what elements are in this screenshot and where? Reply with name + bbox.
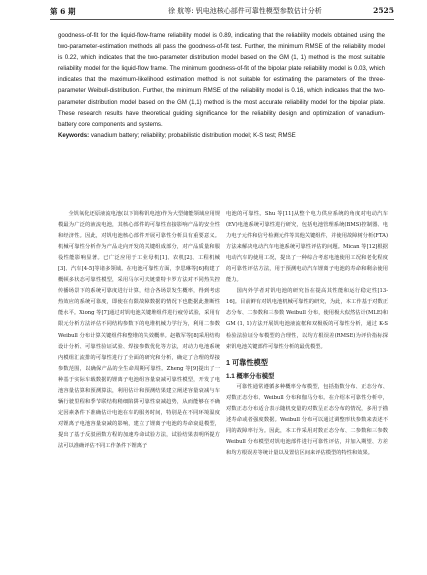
- body-paragraph-3: 可靠性通常遵循多种概率分布模型，包括指数分布、正态分布、对数正态分布、Weibull 分布和伽马分布。在介绍本可靠性分析中，对数正态分布适合表示随机变量的对数呈正态分布的情况，多用于描述寿命或者强度数据。Weibull 分布可以通过调整形状参数来表述不同的故障率行为。因此，本工作采用对数正态分布、二参数和三参数 Weibull 分布模型对钒电池部件进行可靠性评估，并加入期望、方差和均方根误差等统计量以及置信区间来评估模型的特性和效果。: [226, 383, 388, 456]
- body-paragraph-2: 国内外学者对钒电池的研究旨在提高其性能和运行稳定性[13-16]。目前鲜有对钒电池机械可靠性的研究，为此，本工作基于对数正态分布、二参数和三参数 Weibull 分布，使用极大似然估计(MLE)和 GM (1, 1)方法开展钒电池液流框和双极板的可靠性分析，通过 K-S 检验法验证分布模型的合理性，以均方根误差(RMSE)为评价指标探索钒电池关键部件可靠性分析的最优模型。: [226, 288, 388, 350]
- issue-number: 第 6 期: [50, 7, 76, 16]
- english-abstract: [58, 30, 385, 141]
- header-rule: [50, 19, 394, 20]
- body-paragraph-1: 电池的可靠性。Shu 等[11]从整个电力供应系统的角度对电动汽车(EV)电池系统可靠性进行研究，包括电池管理系统(BMS)控制器、电力电子元件和信号检测元件等其他关键组件，并使用故障树分析(FTA)方法来解决电动汽车电池系统可靠性评估的问题。Mican 等[12]根据电动汽车的使用工况，提出了一种综合考虑电池使用工况和老化程度的可靠性评估方法，用于预测电动汽车锂离子电池的寿命和剩余使用能力。: [226, 211, 388, 284]
- section-title: 1 可靠性模型: [226, 357, 268, 367]
- intro-paragraph: 全钒氧化还原液流电池(以下简称钒电池)作为大型储能领域应用规模最为广泛的液流电池，其核心部件的可靠性直接影响产品的安全性和经济性。因此，对钒电池核心部件开展可靠性分析具有重要意义。机械可靠性分析作为产品走向开发的关键组成部分，对产品质量和服役性能影响显著。已广泛应用于工业母机[1]、农机[2]、工程机械[3]、汽车[4-5]等诸多领域。在电池可靠性方面，李思琳等[6]构建了概顿多状态可靠性模型，采用马尔可夫链蒙特卡罗方法对不同热失控传播场景下的系统可靠度进行计算，结合各场景发生概率，得到考虑热效应的系统可靠度，即使在有限故障数据的情况下也能据此推断性能水平。Xiong 等[7]通过对钒电池关键堆组件进行疲劳试验，采用有限元分析方法评估不同结构参数下的电堆机械力学行为，利用二参数 Weibull 分布计算关键组件和整堆的失效概率。赵敬军等[8]采用结构设计分析、可靠性验证试验、焊接参数优化等方法，对动力电池系统内模组汇流排的可靠性进行了全面的研究和分析，确定了合理的焊接参数范围，以确保产品的全生命周期可靠性。Zheng 等[9]提出了一种基于实际车载数据的锂离子电池组容量衰减可靠性模型，开发了电池容量估算和预测算法，利用估计和预测结果建立阐述容量衰减与车辆行驶里程和季节联结构稍细陷阱可靠性衰减趋势，从而能够在不确定因素条件下准确估计电池在车的服务时间，特别是在不同环境温度对锂离子电池容量衰减的影响，建立了锂离子电池的寿命衰退模型，提出了基于反驳函数方程的加速寿命试验方法，试验结果表明所提方法可以准确评估不同工作条件下锂离子: [58, 211, 220, 449]
- keywords-text: vanadium battery; reliability; probabilistic distribution model; K-S test; RMSE: [89, 131, 296, 139]
- subsection-title: 1.1 概率分布模型: [226, 372, 275, 380]
- running-title: 徐 航等: 钒电池核心部件可靠性模型参数估计分析: [168, 7, 322, 15]
- page-number: 2525: [373, 6, 394, 15]
- left-column: [58, 209, 220, 452]
- keywords-label: Keywords:: [58, 131, 90, 139]
- right-column: [226, 209, 388, 459]
- abstract-text: goodness-of-fit for the liquid-flow-frame reliability model is 0.89, indicating that the reliability models obtained using the two-parameter-estimation methods all pass the goodness-of-fit test. Further, the minimum RMSE of the reliability model is 0.22, which indicates that the two-parameter distribution model based on the GM (1, 1) method is the most suitable reliability model for the liquid-flow frame. The minimum goodness-of-fit of the bipolar plate reliability model is 0.03, which indicates that the maximum-likelihood estimation method is not suitable for estimating the parameters of the three-parameter Weibull-distribution. Further, the minimum RMSE of the reliability model is 0.16, which indicates that the two-parameter distribution model based on the GM (1,1) method is the most accurate reliability model for the bipolar plate. These research results have theoretical guiding significance for the reliability design and optimization of vanadium-battery core components and systems.: [58, 32, 385, 128]
